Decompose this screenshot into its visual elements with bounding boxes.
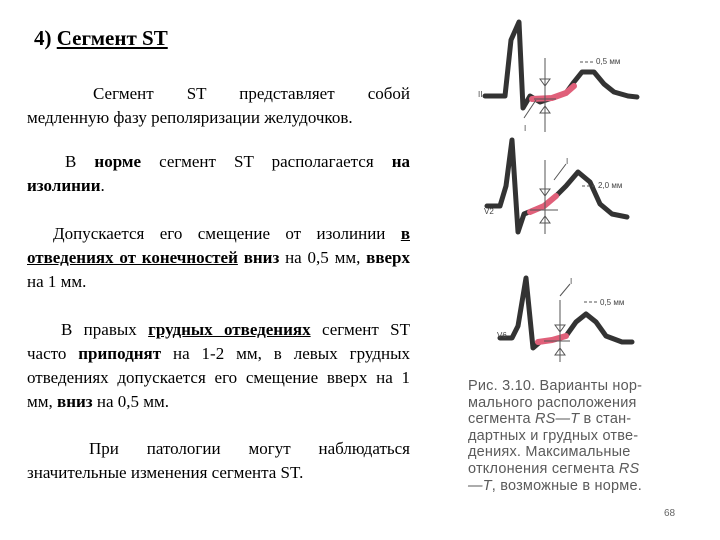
- paragraph-definition-text: Сегмент ST представляет собой медленную фазу реполяризации желудочков.: [27, 84, 410, 127]
- ecg-marker-1: I: [524, 124, 527, 133]
- chest-bold-raised: приподнят: [78, 344, 162, 363]
- limb-text-3: на 0,5 мм,: [279, 248, 367, 267]
- ecg-trace-lead-ii: [485, 22, 637, 132]
- limb-text-1: Допускается его смещение от изолинии: [53, 224, 401, 243]
- caption-part-b: в стан- дартных и грудных отве- дениях. Максимальные отклонения сегмента: [468, 411, 639, 477]
- chest-bold-underline: грудных отведениях: [148, 320, 311, 339]
- limb-bold-underline: в отведениях от конечностей: [27, 224, 410, 267]
- ecg-marker-3: I: [570, 277, 573, 286]
- chest-text-2: сегмент ST часто: [27, 320, 411, 363]
- norm-text-2: сегмент ST располагается: [141, 152, 392, 171]
- chest-text-4: на 0,5 мм.: [92, 392, 170, 411]
- title-number: 4): [34, 26, 52, 50]
- ecg-trace-lead-v6: [500, 278, 632, 362]
- norm-text-3: .: [100, 176, 105, 195]
- ecg-lead-label-2: V2: [484, 207, 494, 216]
- title-text: Сегмент ST: [56, 26, 168, 50]
- ecg-lead-label-1: II: [478, 90, 483, 99]
- chest-text-1: В правых: [61, 320, 149, 339]
- chest-text-3: на 1-2 мм, в левых грудных отведениях допускается его смещение вверх на 1 мм,: [27, 344, 410, 411]
- figure-caption: [468, 378, 653, 494]
- limb-text-4: на 1 мм.: [27, 272, 87, 291]
- caption-part-c: , возможные в норме.: [491, 477, 642, 494]
- norm-bold-2: на изолинии: [27, 152, 411, 195]
- norm-bold-1: норме: [94, 152, 142, 171]
- caption-rs-1: RS—T: [535, 411, 580, 428]
- limb-bold-up: вверх: [366, 248, 411, 267]
- ecg-deviation-label-3: 0,5 мм: [600, 298, 625, 307]
- paragraph-pathology-text: При патологии могут наблюдаться значительные изменения сегмента ST.: [27, 439, 410, 482]
- ecg-deviation-label-1: 0,5 мм: [596, 57, 621, 66]
- ecg-lead-label-3: V6: [497, 331, 507, 340]
- ecg-marker-2: I: [566, 157, 569, 166]
- caption-part-a: Рис. 3.10. Варианты нор- мального расположения сегмента: [468, 378, 643, 428]
- caption-rs-2: RS—T: [468, 460, 640, 494]
- limb-bold-down: вниз: [243, 248, 280, 267]
- norm-text-1: В: [65, 152, 95, 171]
- page-number: 68: [664, 508, 676, 519]
- ecg-deviation-label-2: 2,0 мм: [598, 181, 623, 190]
- chest-bold-down: вниз: [57, 392, 93, 411]
